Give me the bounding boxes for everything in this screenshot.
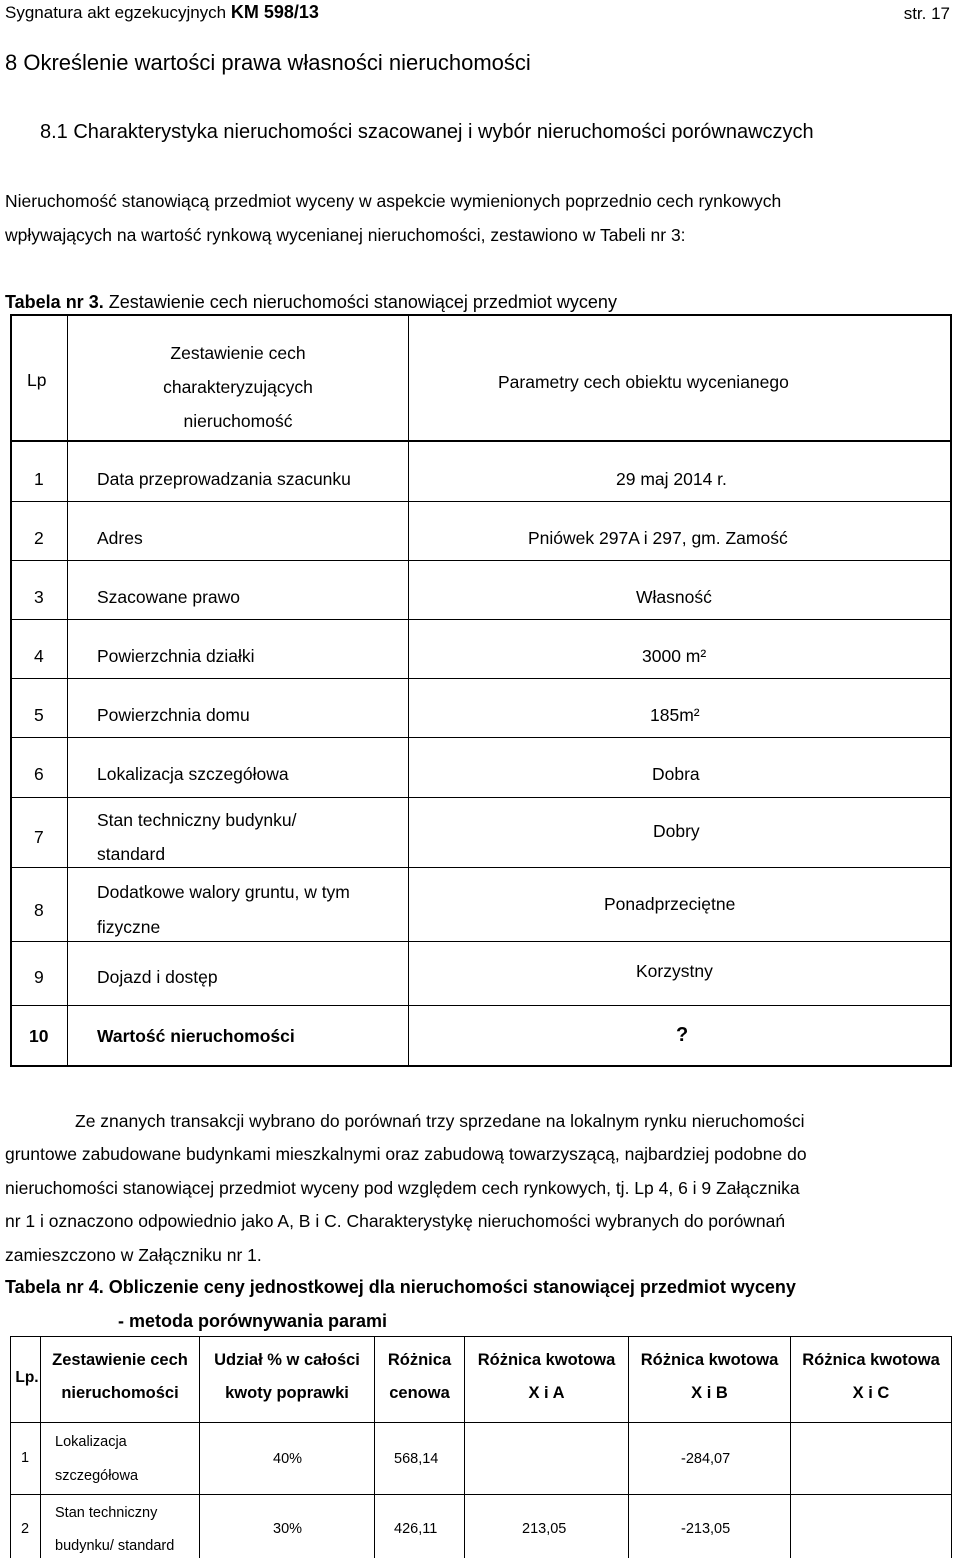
section-title: 8 Określenie wartości prawa własności nieruchomości: [5, 50, 531, 75]
table4-row-name: szczegółowa: [55, 1468, 139, 1484]
table4-head-diff-xb: [629, 1344, 790, 1410]
table3-row-lp: 9: [34, 967, 44, 987]
table3-head-features-line: Zestawienie cech: [170, 343, 306, 363]
table3-border-top: [10, 314, 952, 316]
table4-caption-label: Tabela nr 4.: [5, 1277, 104, 1297]
table3-rule: [10, 619, 952, 620]
table3-row-lp: 3: [34, 587, 44, 607]
table4-row-price-diff: 426,11: [394, 1521, 438, 1537]
body-line: zamieszczono w Załączniku nr 1.: [5, 1245, 262, 1265]
table4-row-name: budynku/ standard: [55, 1538, 175, 1554]
body-line: Ze znanych transakcji wybrano do porównań trzy sprzedane na lokalnym rynku nieruchomości: [75, 1111, 805, 1131]
table3-border-left: [10, 314, 12, 1067]
table3-rule: [10, 737, 952, 738]
table4-row-diff-xa: 213,05: [522, 1521, 567, 1537]
body-line: nr 1 i oznaczono odpowiednio jako A, B i C. Charakterystykę nieruchomości wybranych do porównań: [5, 1211, 786, 1231]
table3-row-name: Wartość nieruchomości: [97, 1026, 295, 1046]
intro-line-2: wpływających na wartość rynkową wycenianej nieruchomości, zestawiono w Tabeli nr 3:: [5, 225, 686, 245]
table4-head-share: [200, 1344, 374, 1410]
table3-row-name: Stan techniczny budynku/: [97, 810, 297, 830]
table3-row-name: Dodatkowe walory gruntu, w tym: [97, 882, 350, 902]
table3-row-name: Lokalizacja szczegółowa: [97, 764, 289, 784]
table3-divider-2: [408, 314, 409, 1067]
table4-row-name: Stan techniczny: [55, 1505, 158, 1521]
table4-head-line: X i A: [528, 1384, 565, 1402]
table3-rule: [10, 678, 952, 679]
table3-row-value: ?: [676, 1024, 689, 1046]
header-case-number: [5, 2, 319, 23]
table4-row-name: Lokalizacja: [55, 1434, 127, 1450]
header-page-number: str. 17: [903, 4, 950, 23]
table3-row-value: Pniówek 297A i 297, gm. Zamość: [528, 528, 788, 548]
table4-border-top: [10, 1336, 952, 1337]
table4-row-diff-xb: -213,05: [681, 1521, 731, 1537]
table4-caption-text: Obliczenie ceny jednostkowej dla nieruchomości stanowiącej przedmiot wyceny: [108, 1277, 796, 1297]
table3-rule: [10, 867, 952, 868]
intro-line-1: Nieruchomość stanowiącą przedmiot wyceny w aspekcie wymienionych poprzednio cech rynkowych: [5, 191, 782, 211]
table3-caption-label: Tabela nr 3.: [5, 292, 104, 312]
table4-head-diff-xa: [465, 1344, 628, 1410]
table3-row-name: Powierzchnia działki: [97, 646, 255, 666]
table4-row-share: 30%: [273, 1521, 303, 1537]
table3-border-right: [950, 314, 952, 1067]
table4-head-line: Różnica kwotowa: [802, 1351, 940, 1369]
table3-row-lp: 10: [29, 1026, 49, 1046]
table4-head-diff-xc: [791, 1344, 951, 1410]
table3-rule: [10, 797, 952, 798]
table4-border-left: [10, 1336, 11, 1558]
table4-row-lp: 1: [21, 1450, 30, 1466]
table3-row-value: Ponadprzeciętne: [604, 894, 736, 914]
table4-head-line: Różnica kwotowa: [640, 1351, 779, 1369]
table3-rule: [10, 560, 952, 561]
table3-row-lp: 6: [34, 764, 44, 784]
table3-row-value: 3000 m²: [642, 646, 707, 666]
table3-rule: [10, 501, 952, 502]
table4-head-line: Różnica: [387, 1351, 452, 1369]
table4-border-right: [951, 1336, 952, 1558]
table4-caption-method: - metoda porównywania parami: [118, 1311, 388, 1331]
table4-head-line: Różnica kwotowa: [477, 1351, 616, 1369]
table3-head-features-line: charakteryzujących: [163, 377, 313, 397]
table4-head-lp: Lp.: [15, 1369, 39, 1386]
table4-head-line: X i C: [852, 1384, 890, 1402]
table3-rule: [10, 941, 952, 942]
table3-head-features: [68, 336, 408, 438]
table3-row-name: fizyczne: [97, 917, 161, 937]
table3-row-name: Dojazd i dostęp: [97, 967, 218, 987]
table3-row-name: Adres: [97, 528, 143, 548]
table-pairwise-comparison: [10, 1336, 952, 1558]
header-case-label: Sygnatura akt egzekucyjnych: [5, 3, 227, 22]
table4-head-rule: [10, 1422, 952, 1423]
table4-head-line: nieruchomości: [61, 1384, 179, 1402]
table4-head-line: Zestawienie cech: [52, 1351, 188, 1369]
table3-head-rule: [10, 440, 952, 442]
table3-row-lp: 1: [34, 469, 44, 489]
table4-head-line: Udział % w całości: [214, 1351, 360, 1369]
table3-row-name: Data przeprowadzania szacunku: [97, 469, 351, 489]
table3-row-lp: 4: [34, 646, 44, 666]
table4-head-line: cenowa: [389, 1384, 450, 1402]
table4-row-lp: 2: [21, 1521, 30, 1537]
table3-row-lp: 2: [34, 528, 44, 548]
table4-head-line: X i B: [691, 1384, 728, 1402]
header-case-id: KM 598/13: [230, 2, 319, 22]
table3-row-name: standard: [97, 844, 166, 864]
table3-row-value: Własność: [636, 587, 712, 607]
table3-caption: [5, 292, 617, 313]
body-line: gruntowe zabudowane budynkami mieszkalnymi oraz zabudową towarzyszącą, najbardziej podobne do: [5, 1144, 807, 1164]
table4-caption: [5, 1277, 796, 1298]
table3-row-name: Szacowane prawo: [97, 587, 240, 607]
table4-head-line: kwoty poprawki: [225, 1384, 349, 1402]
body-line: nieruchomości stanowiącej przedmiot wyceny pod względem cech rynkowych, tj. Lp 4, 6 i 9 Załącznika: [5, 1178, 800, 1198]
table3-row-value: 185m²: [650, 705, 700, 725]
table4-head-price-diff: [375, 1344, 464, 1410]
table3-head-parameters: Parametry cech obiektu wycenianego: [498, 372, 789, 392]
table3-caption-text: Zestawienie cech nieruchomości stanowiącej przedmiot wyceny: [108, 292, 617, 312]
table4-rule: [10, 1494, 952, 1495]
table4-head-features: [41, 1344, 199, 1410]
table4-row-diff-xb: -284,07: [681, 1451, 731, 1467]
table-features: [10, 314, 952, 1067]
table3-row-value: Korzystny: [636, 961, 713, 981]
table3-row-name: Powierzchnia domu: [97, 705, 250, 725]
table3-rule: [10, 1005, 952, 1006]
table4-row-share: 40%: [273, 1451, 303, 1467]
table3-row-lp: 7: [34, 827, 44, 847]
table3-row-value: Dobry: [653, 821, 700, 841]
table3-head-lp: Lp: [27, 370, 47, 390]
table3-head-features-line: nieruchomość: [183, 411, 293, 431]
table3-row-lp: 5: [34, 705, 44, 725]
table3-row-lp: 8: [34, 900, 44, 920]
table3-row-value: Dobra: [652, 764, 700, 784]
table3-border-bottom: [10, 1065, 952, 1067]
table3-row-value: 29 maj 2014 r.: [616, 469, 727, 489]
subsection-title: 8.1 Charakterystyka nieruchomości szacowanej i wybór nieruchomości porównawczych: [40, 121, 814, 143]
table4-row-price-diff: 568,14: [394, 1451, 439, 1467]
